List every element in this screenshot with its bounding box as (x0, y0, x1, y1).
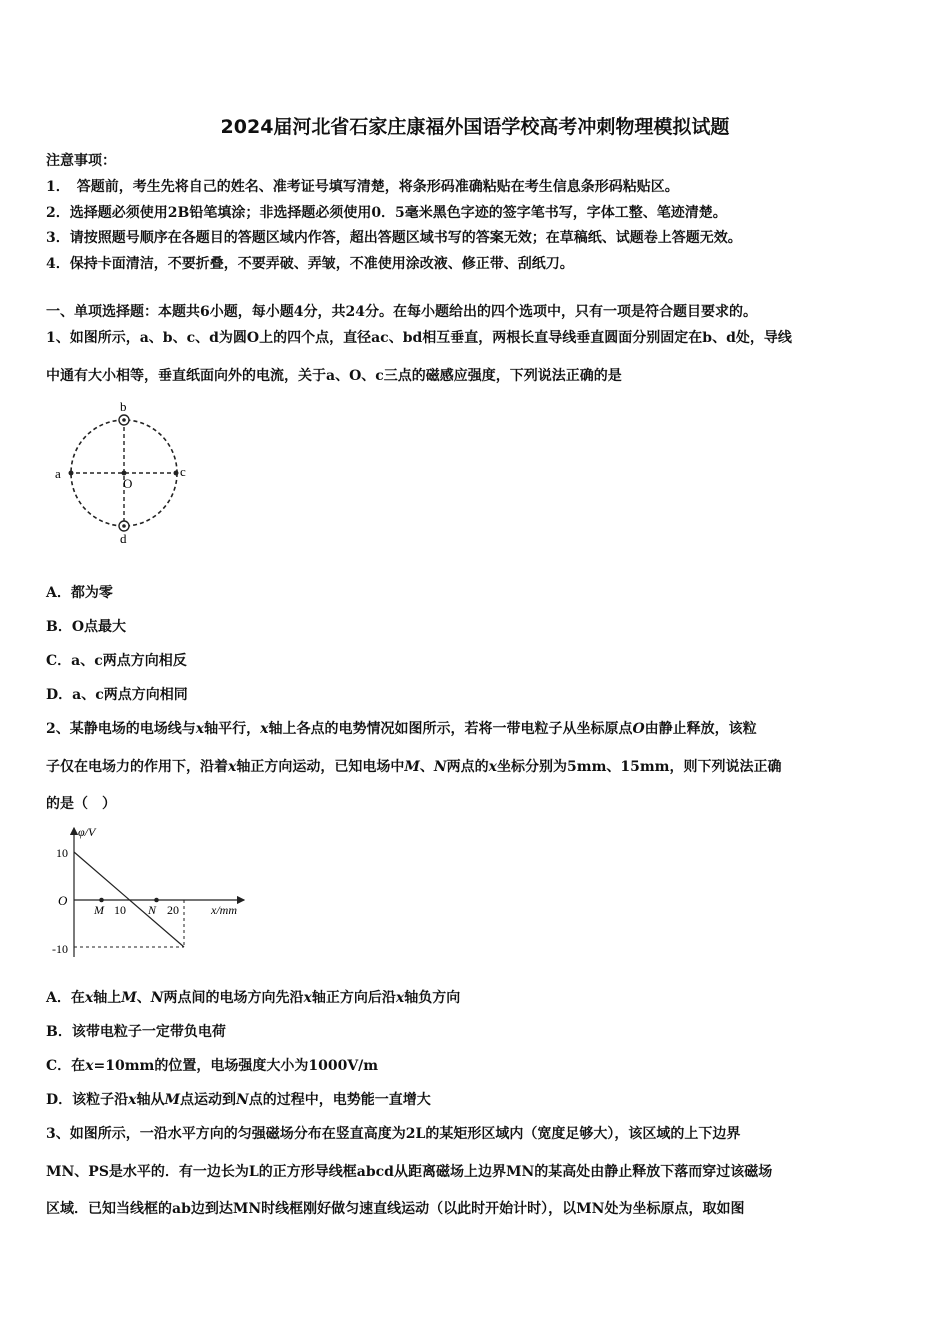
q3-line-2: MN、PS是水平的．有一边长为L的正方形导线框abcd从距离磁场上边界MN的某高处由静止释放下落而穿过该磁场 (46, 1164, 773, 1180)
y-axis-label: φ/V (78, 825, 96, 839)
n-label: N (148, 903, 157, 917)
m-label: M (94, 903, 104, 917)
q3-line-1: 3、如图所示，一沿水平方向的匀强磁场分布在竖直高度为2L的某矩形区域内（宽度足够大），该区域的上下边界 (46, 1126, 741, 1142)
q2-option-c[interactable]: C．在x=10mm的位置，电场强度大小为1000V/m (46, 1058, 379, 1074)
q2-line-1: 2、某静电场的电场线与x轴平行，x轴上各点的电势情况如图所示，若将一带电粒子从坐标原点O由静止释放，该粒 (46, 721, 757, 737)
y-tick-10: 10 (56, 846, 68, 860)
notice-item-1: 1． 答题前，考生先将自己的姓名、准考证号填写清楚，将条形码准确粘贴在考生信息条形码粘贴区。 (46, 179, 679, 195)
notice-item-3: 3．请按照题号顺序在各题目的答题区域内作答，超出答题区域书写的答案无效；在草稿纸、试题卷上答题无效。 (46, 230, 742, 246)
q1-line-1: 1、如图所示，a、b、c、d为圆O上的四个点，直径ac、bd相互垂直，两根长直导线垂直圆面分别固定在b、d处，导线 (46, 330, 792, 346)
point-o (122, 471, 127, 476)
q2-option-b[interactable]: B．该带电粒子一定带负电荷 (46, 1024, 226, 1040)
q1-option-b[interactable]: B．O点最大 (46, 619, 127, 635)
x-tick-10: 10 (114, 903, 126, 917)
q1-line-2: 中通有大小相等，垂直纸面向外的电流，关于a、O、c三点的磁感应强度，下列说法正确的是 (46, 368, 622, 384)
q3-line-3: 区域．已知当线框的ab边到达MN时线框刚好做匀速直线运动（以此时开始计时），以MN处为坐标原点，取如图 (46, 1201, 745, 1217)
y-tick-minus-10: -10 (52, 942, 68, 956)
q1-option-c[interactable]: C．a、c两点方向相反 (46, 653, 187, 669)
point-n (154, 898, 159, 903)
label-c: c (180, 464, 186, 479)
q2-line-2: 子仅在电场力的作用下，沿着x轴正方向运动，已知电场中M、N两点的x坐标分别为5mm、15mm，则下列说法正确 (46, 759, 782, 775)
page-title: 2024届河北省石家庄康福外国语学校高考冲刺物理模拟试题 (220, 116, 730, 138)
q2-option-d[interactable]: D．该粒子沿x轴从M点运动到N点的过程中，电势能一直增大 (46, 1092, 431, 1108)
label-o: O (123, 476, 133, 491)
x-axis-label: x/mm (211, 903, 237, 917)
notice-item-4: 4．保持卡面清洁，不要折叠，不要弄破、弄皱，不准使用涂改液、修正带、刮纸刀。 (46, 256, 574, 272)
label-d: d (120, 531, 127, 546)
label-b: b (120, 399, 127, 414)
point-m (99, 898, 104, 903)
q2-potential-graph (44, 822, 259, 962)
q1-option-d[interactable]: D．a、c两点方向相同 (46, 687, 188, 703)
point-a (69, 471, 74, 476)
notice-item-2: 2．选择题必须使用2B铅笔填涂；非选择题必须使用0．5毫米黑色字迹的签字笔书写，字体工整、笔迹清楚。 (46, 205, 727, 221)
point-c (174, 471, 179, 476)
notice-heading: 注意事项： (46, 153, 116, 169)
q2-option-a[interactable]: A．在x轴上M、N两点间的电场方向先沿x轴正方向后沿x轴负方向 (46, 990, 461, 1006)
origin-label: O (58, 893, 68, 908)
section-heading: 一、单项选择题：本题共6小题，每小题4分，共24分。在每小题给出的四个选项中，只有一项是符合题目要求的。 (46, 304, 757, 320)
x-tick-20: 20 (167, 903, 179, 917)
q2-line-3: 的是（ ） (46, 796, 116, 812)
q1-circle-figure (50, 398, 200, 548)
q1-option-a[interactable]: A．都为零 (46, 585, 113, 601)
label-a: a (55, 466, 61, 481)
